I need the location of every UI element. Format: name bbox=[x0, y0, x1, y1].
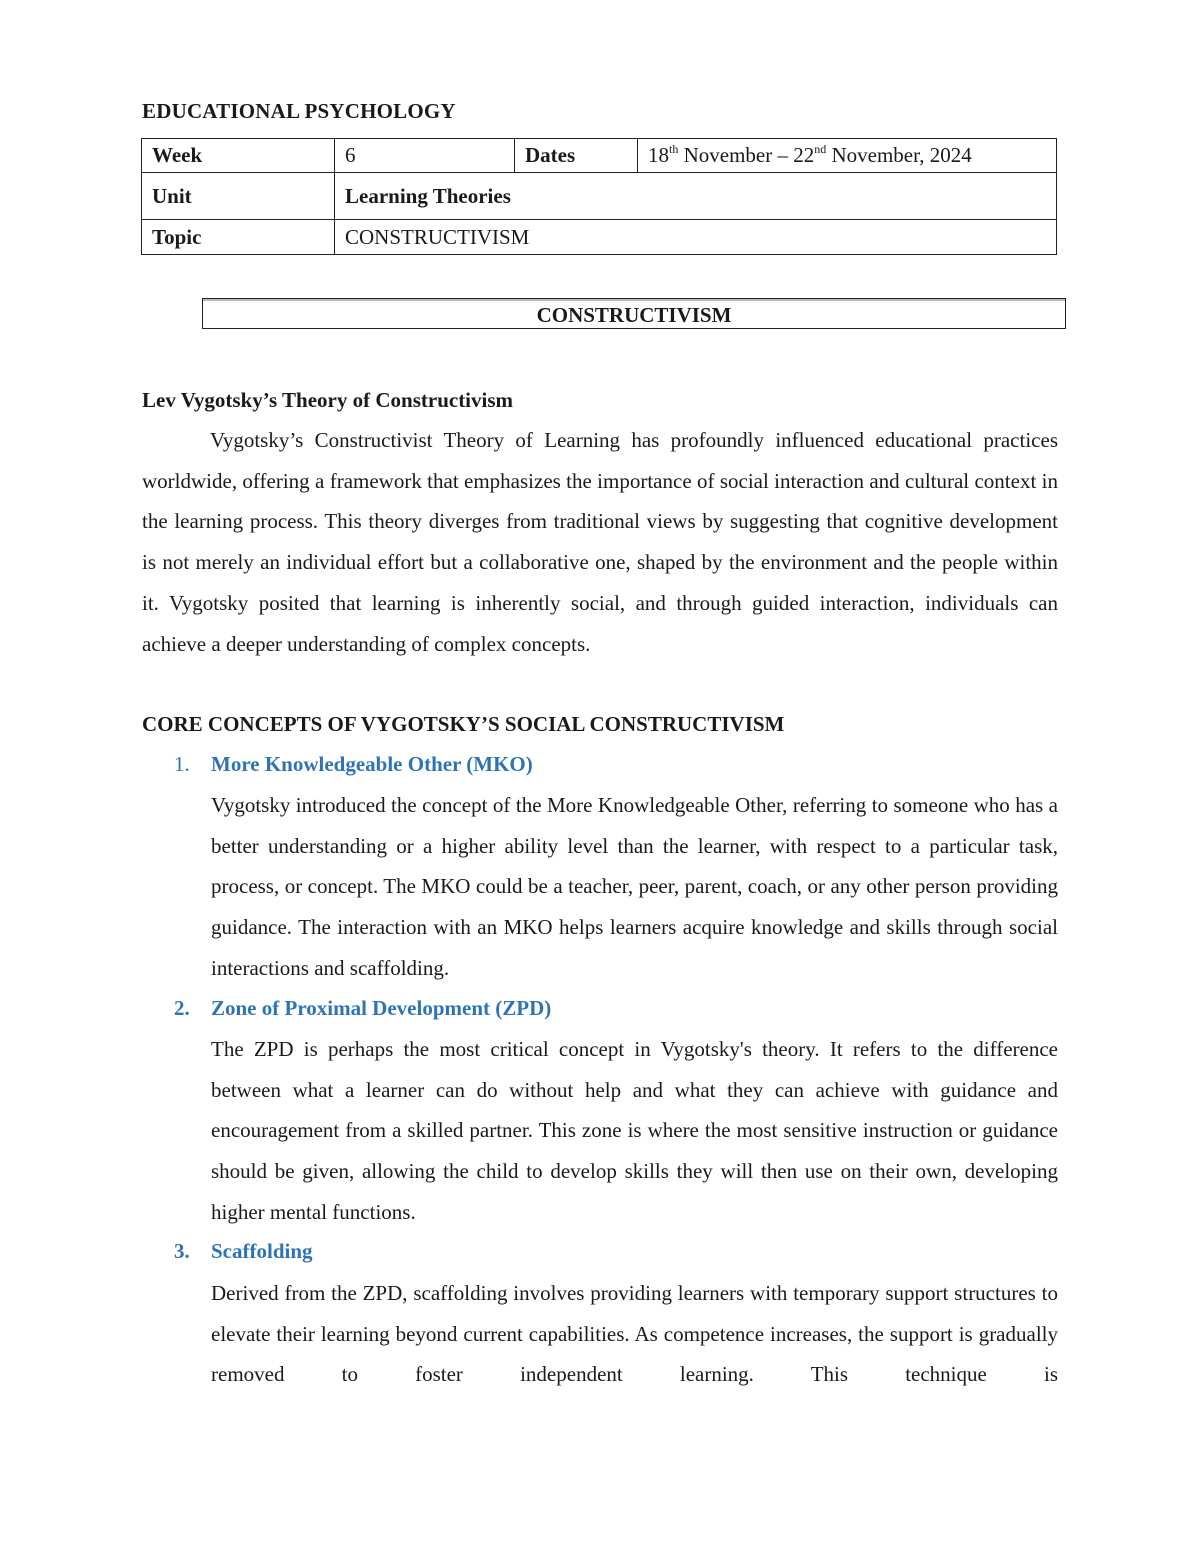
item-1-title: More Knowledgeable Other (MKO) bbox=[211, 752, 533, 776]
item-3-number: 3. bbox=[174, 1239, 190, 1263]
unit-value: Learning Theories bbox=[335, 173, 1057, 220]
item-2-title: Zone of Proximal Development (ZPD) bbox=[211, 996, 552, 1020]
info-row-unit bbox=[142, 173, 1057, 220]
item-1-text: Vygotsky introduced the concept of the More Knowledgeable Other, referring to someone who has a better understanding or a higher ability level than the learner, with respect to a particular task, process, or concept. The MKO could be a teacher, peer, parent, coach, or any other person providing guidance. The interaction with an MKO helps learners acquire knowledge and skills through social interactions and scaffolding. bbox=[211, 793, 1058, 980]
info-table bbox=[141, 138, 1057, 255]
dates-value: 18th November – 22nd November, 2024 bbox=[638, 139, 1057, 173]
item-2-number: 2. bbox=[174, 996, 190, 1020]
intro-paragraph: Vygotsky’s Constructivist Theory of Learning has profoundly influenced educational practices worldwide, offering a framework that emphasizes the importance of social interaction and cultural context in the learning process. This theory diverges from traditional views by suggesting that cognitive development is not merely an individual effort but a collaborative one, shaped by the environment and the people within it. Vygotsky posited that learning is inherently social, and through guided interaction, individuals can achieve a deeper understanding of complex concepts. bbox=[142, 428, 1058, 656]
topic-value: CONSTRUCTIVISM bbox=[335, 220, 1057, 255]
boxed-heading: CONSTRUCTIVISM bbox=[202, 298, 1066, 329]
section-heading: Lev Vygotsky’s Theory of Constructivism bbox=[142, 388, 514, 412]
core-concepts-heading: CORE CONCEPTS OF VYGOTSKY’S SOCIAL CONSTRUCTIVISM bbox=[142, 712, 785, 736]
info-row-week bbox=[142, 139, 1057, 173]
topic-label: Topic bbox=[142, 220, 335, 255]
item-1-number: 1. bbox=[174, 752, 190, 776]
week-label: Week bbox=[142, 139, 335, 173]
item-3-title: Scaffolding bbox=[211, 1239, 313, 1263]
item-2-text: The ZPD is perhaps the most critical concept in Vygotsky's theory. It refers to the difference between what a learner can do without help and what they can achieve with guidance and encouragement from a skilled partner. This zone is where the most sensitive instruction or guidance should be given, allowing the child to develop skills they will then use on their own, developing higher mental functions. bbox=[211, 1037, 1058, 1224]
week-value: 6 bbox=[335, 139, 515, 173]
item-3-text: Derived from the ZPD, scaffolding involves providing learners with temporary support structures to elevate their learning beyond current capabilities. As competence increases, the support is gradually removed to foster independent learning. This technique is bbox=[211, 1281, 1058, 1387]
unit-label: Unit bbox=[142, 173, 335, 220]
dates-label: Dates bbox=[515, 139, 638, 173]
course-title: EDUCATIONAL PSYCHOLOGY bbox=[142, 99, 456, 123]
info-row-topic bbox=[142, 220, 1057, 255]
